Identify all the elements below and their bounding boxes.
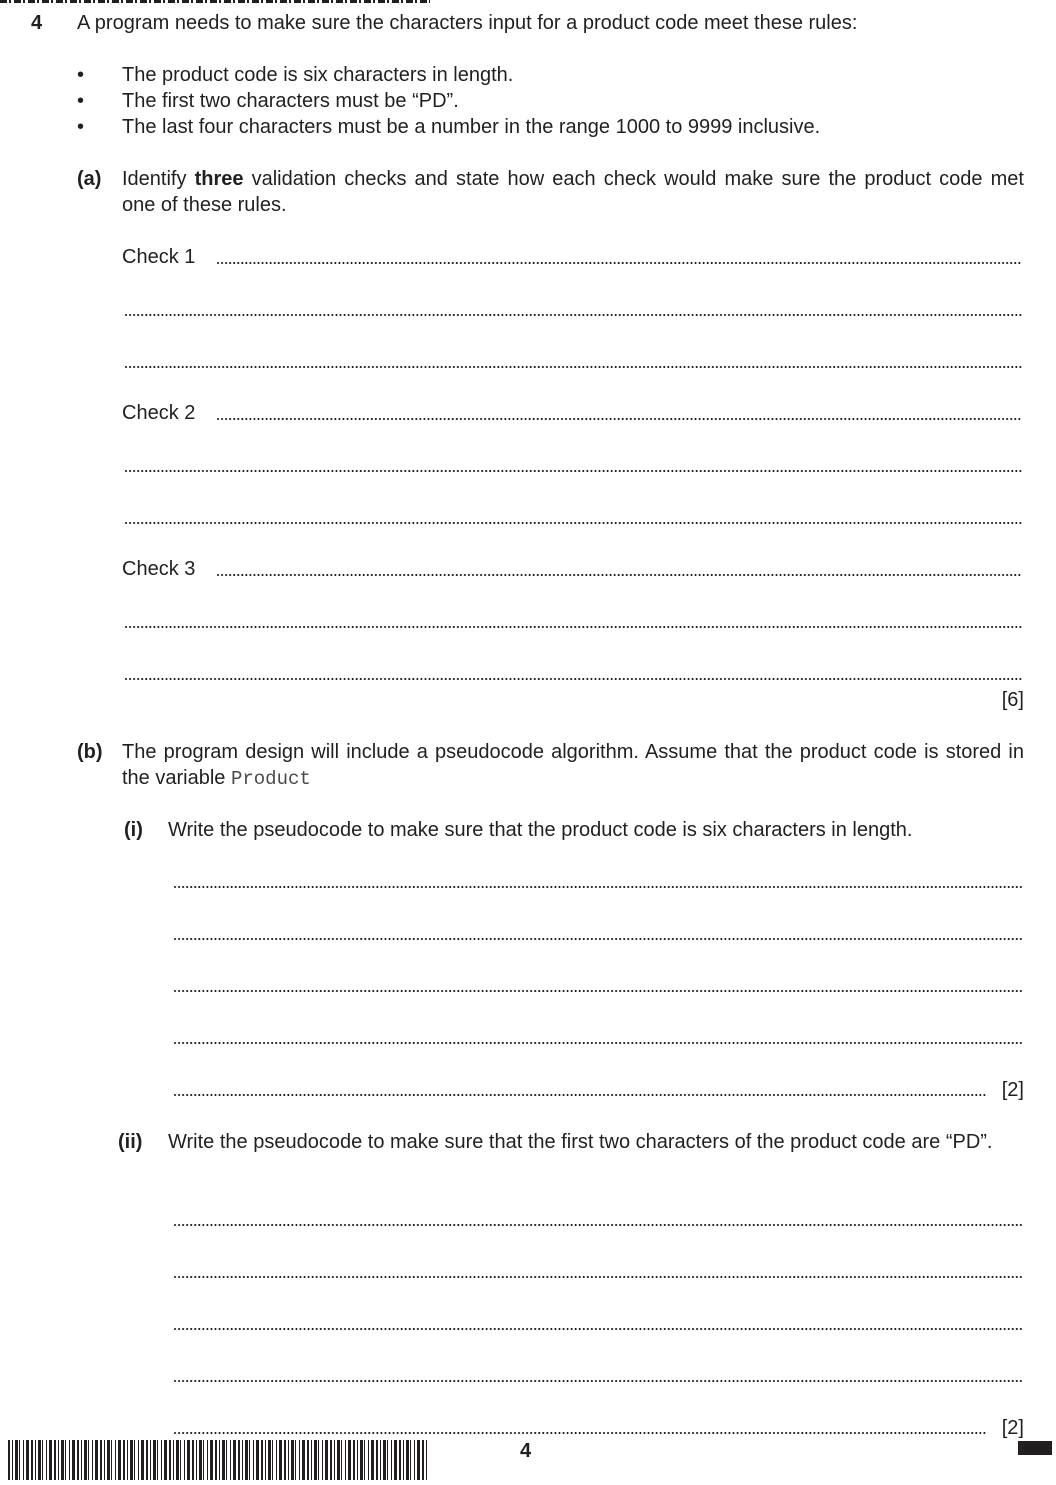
- answer-line[interactable]: [173, 1275, 1022, 1279]
- corner-registration-mark: [1018, 1441, 1052, 1455]
- answer-line[interactable]: [216, 261, 1022, 265]
- rule-2: The first two characters must be “PD”.: [122, 90, 459, 112]
- part-b-label: (b): [77, 741, 103, 763]
- bullet-icon: •: [77, 116, 85, 138]
- variable-name: Product: [230, 768, 311, 790]
- answer-line[interactable]: [124, 677, 1022, 681]
- rule-3: The last four characters must be a number in the range 1000 to 9999 inclusive.: [122, 116, 821, 138]
- answer-line[interactable]: [173, 1041, 1022, 1045]
- check-1-label: Check 1: [122, 246, 196, 268]
- part-b-text: The program design will include a pseudocode algorithm. Assume that the product code is stored in the variable Product: [122, 741, 1024, 790]
- question-number: 4: [31, 12, 43, 34]
- answer-line[interactable]: [173, 1327, 1022, 1331]
- part-b-ii-text: Write the pseudocode to make sure that the first two characters of the product code are “PD”.: [168, 1131, 993, 1153]
- answer-line[interactable]: [173, 989, 1022, 993]
- answer-line[interactable]: [216, 573, 1022, 577]
- bullet-icon: •: [77, 90, 85, 112]
- answer-line[interactable]: [173, 1379, 1022, 1383]
- question-stem: A program needs to make sure the characters input for a product code meet these rules:: [77, 12, 858, 34]
- check-3-label: Check 3: [122, 558, 196, 580]
- marks-label: [2]: [1001, 1079, 1024, 1101]
- bullet-icon: •: [77, 64, 85, 86]
- header-barcode-strip: [0, 0, 430, 3]
- answer-line[interactable]: [173, 1223, 1022, 1227]
- marks-label: [6]: [1001, 689, 1024, 711]
- answer-line[interactable]: [124, 469, 1022, 473]
- part-a-label: (a): [77, 168, 102, 190]
- answer-line[interactable]: [124, 313, 1022, 317]
- answer-line[interactable]: [173, 937, 1022, 941]
- part-b-i-label: (i): [124, 819, 143, 841]
- answer-line[interactable]: [173, 885, 1022, 889]
- marks-label: [2]: [1001, 1417, 1024, 1439]
- answer-line[interactable]: [216, 417, 1022, 421]
- part-b-ii-label: (ii): [118, 1131, 143, 1153]
- answer-line[interactable]: [124, 625, 1022, 629]
- answer-line[interactable]: [173, 1431, 986, 1435]
- part-a-text: Identify three validation checks and state how each check would make sure the product code met one of these rules.: [122, 168, 1024, 216]
- answer-line[interactable]: [124, 521, 1022, 525]
- answer-line[interactable]: [173, 1093, 986, 1097]
- page-number: 4: [520, 1440, 532, 1462]
- answer-line[interactable]: [124, 365, 1022, 369]
- part-b-i-text: Write the pseudocode to make sure that the product code is six characters in length.: [168, 819, 913, 841]
- check-2-label: Check 2: [122, 402, 196, 424]
- rule-1: The product code is six characters in length.: [122, 64, 514, 86]
- barcode: [8, 1440, 428, 1480]
